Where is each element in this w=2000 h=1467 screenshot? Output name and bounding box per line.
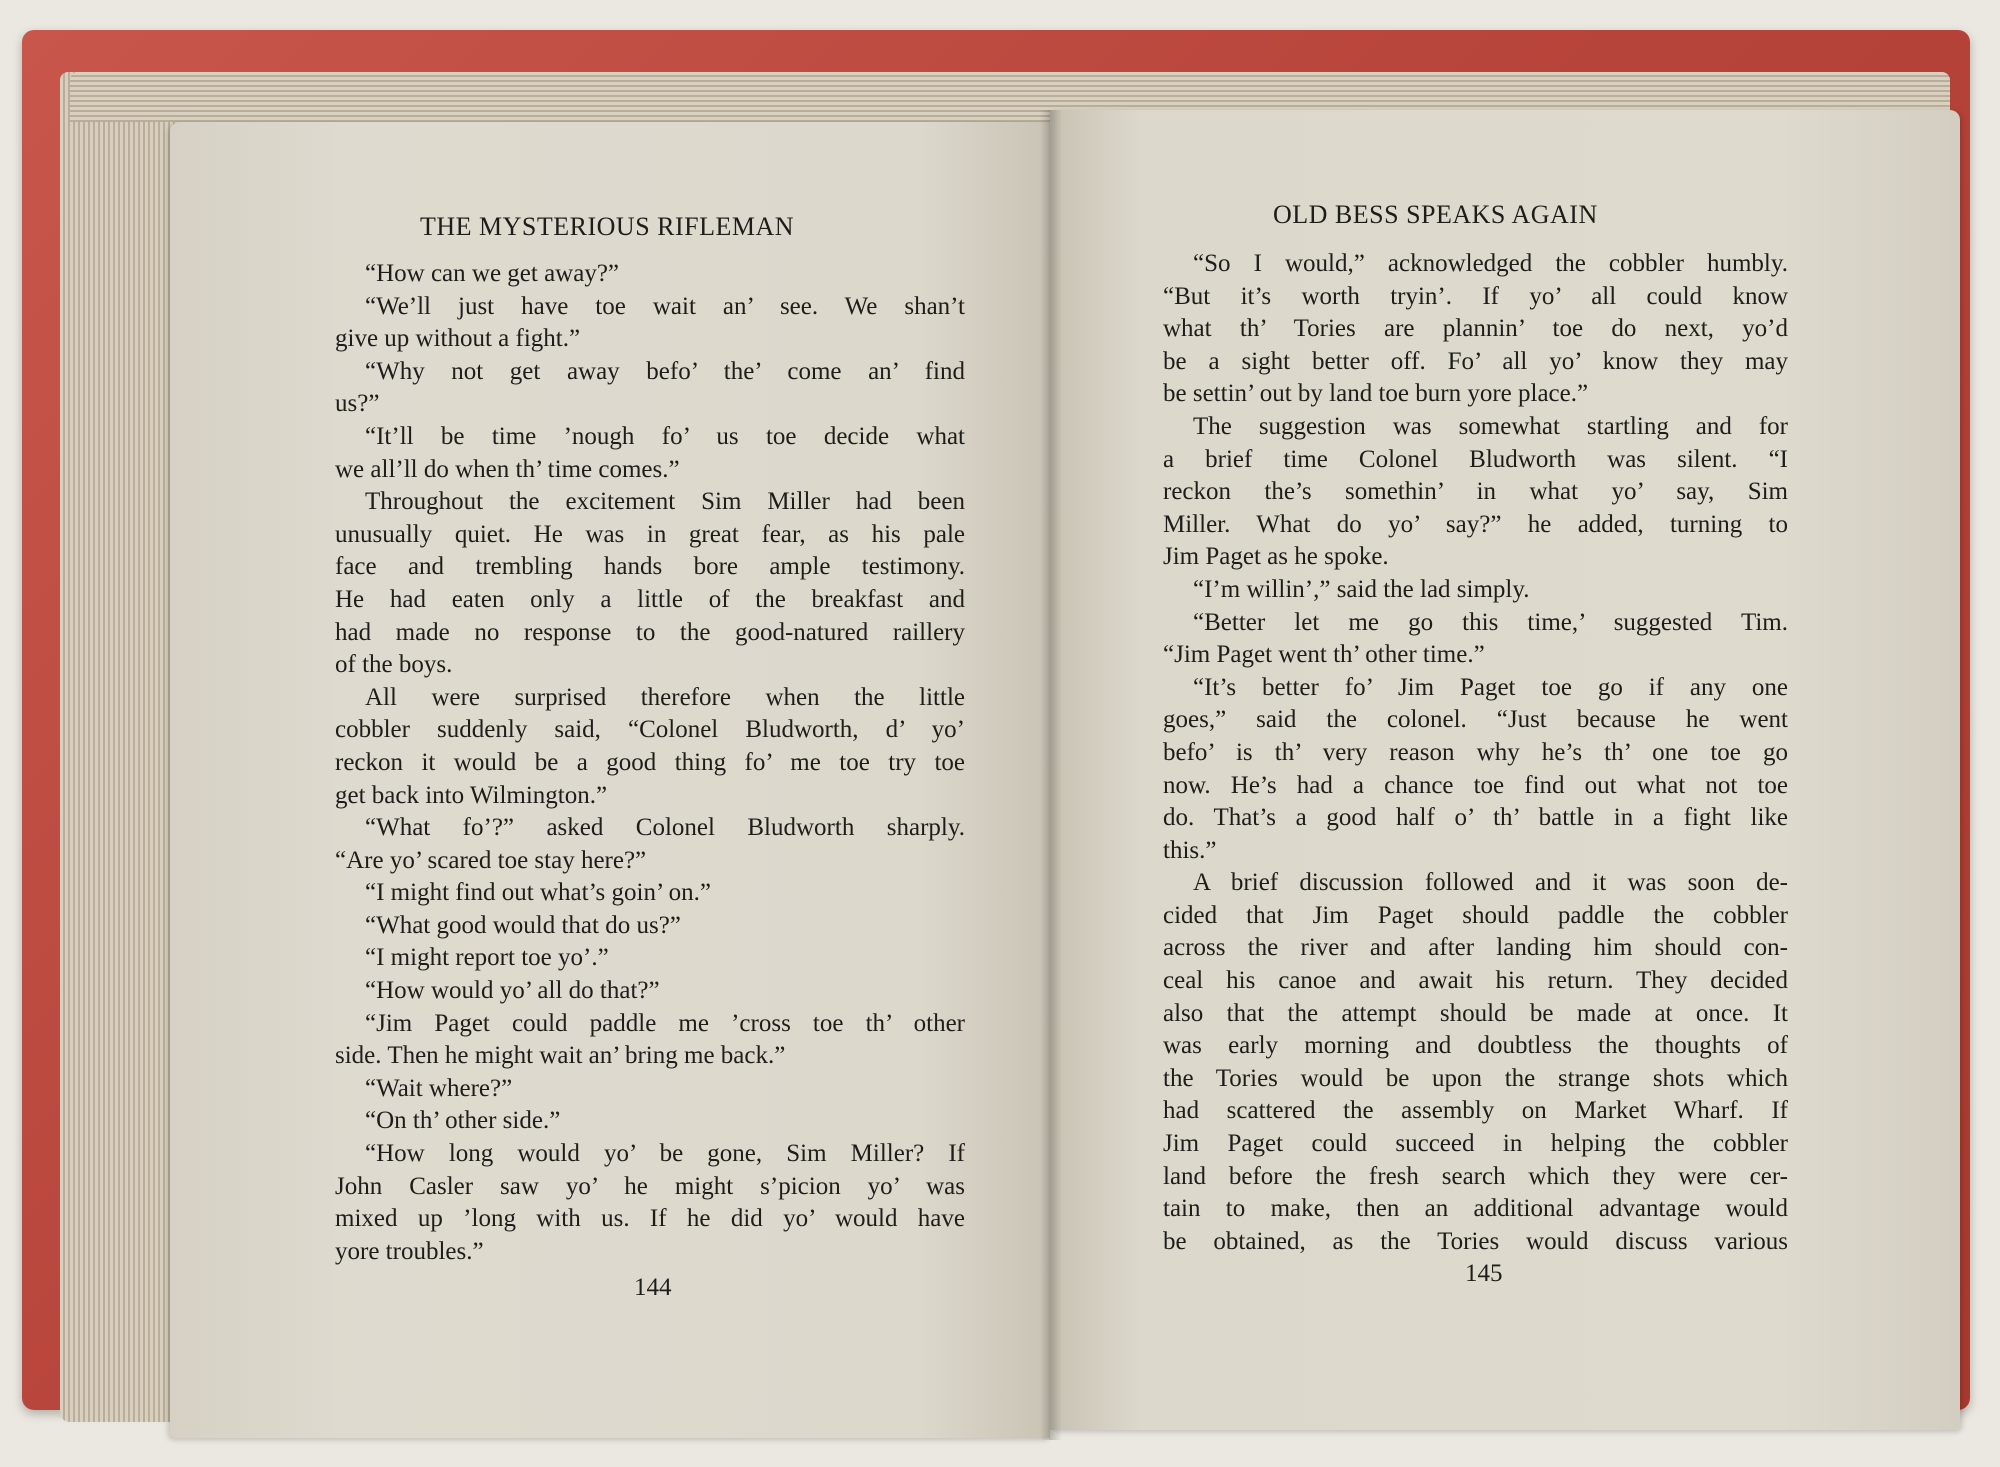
text-line: mixed up ’long with us. If he did yo’ would have: [335, 1205, 965, 1233]
left-running-head: THE MYSTERIOUS RIFLEMAN: [420, 212, 795, 241]
text-line: “I’m willin’,” said the lad simply.: [1193, 575, 1530, 603]
text-line: across the river and after landing him should con-: [1163, 934, 1788, 962]
text-line: get back into Wilmington.”: [335, 781, 608, 809]
text-line: Jim Paget could succeed in helping the cobbler: [1163, 1130, 1788, 1158]
text-line: be a sight better off. Fo’ all yo’ know they may: [1163, 347, 1788, 375]
text-line: Miller. What do yo’ say?” he added, turning to: [1163, 510, 1788, 538]
text-line: face and trembling hands bore ample testimony.: [335, 553, 965, 581]
text-line: had made no response to the good-natured raillery: [335, 618, 965, 646]
text-line: land before the fresh search which they were cer-: [1163, 1162, 1788, 1190]
text-line: “What good would that do us?”: [365, 911, 681, 939]
text-line: A brief discussion followed and it was soon de-: [1193, 869, 1788, 897]
right-page-number: 145: [1465, 1260, 1503, 1287]
text-line: cobbler suddenly said, “Colonel Bludworth, d’ yo’: [335, 716, 965, 744]
text-line: “Jim Paget went th’ other time.”: [1163, 641, 1485, 669]
text-line: “Are yo’ scared toe stay here?”: [335, 846, 647, 874]
text-line: we all’ll do when th’ time comes.”: [335, 455, 680, 483]
text-line: also that the attempt should be made at once. It: [1163, 999, 1788, 1027]
text-line: “I might report toe yo’.”: [365, 944, 609, 972]
text-line: give up without a fight.”: [335, 325, 581, 353]
right-running-head: OLD BESS SPEAKS AGAIN: [1273, 200, 1598, 229]
left-page-number: 144: [634, 1274, 672, 1301]
text-line: “It’ll be time ’nough fo’ us toe decide what: [365, 422, 965, 450]
text-line: this.”: [1163, 836, 1217, 864]
text-line: “On th’ other side.”: [365, 1107, 561, 1135]
page-edges-left: [60, 72, 180, 1422]
text-line: of the boys.: [335, 651, 453, 679]
text-line: had scattered the assembly on Market Wharf. If: [1163, 1097, 1788, 1125]
text-line: reckon it would be a good thing fo’ me toe try toe: [335, 748, 965, 776]
text-line: “What fo’?” asked Colonel Bludworth sharply.: [365, 814, 965, 842]
text-line: the Tories would be upon the strange shots which: [1163, 1064, 1788, 1092]
text-line: reckon the’s somethin’ in what yo’ say, Sim: [1163, 478, 1788, 506]
text-line: “How can we get away?”: [365, 260, 620, 287]
text-line: “So I would,” acknowledged the cobbler humbly.: [1193, 250, 1788, 277]
text-line: do. That’s a good half o’ th’ battle in a fight like: [1163, 804, 1788, 832]
text-line: goes,” said the colonel. “Just because he went: [1163, 706, 1788, 734]
text-line: John Casler saw yo’ he might s’picion yo’ was: [335, 1172, 965, 1200]
text-line: “Why not get away befo’ the’ come an’ find: [365, 357, 965, 385]
text-line: side. Then he might wait an’ bring me back.”: [335, 1042, 786, 1070]
text-line: tain to make, then an additional advantage would: [1163, 1195, 1788, 1223]
book-gutter: [1040, 110, 1062, 1440]
text-line: The suggestion was somewhat startling and for: [1193, 412, 1788, 440]
text-line: “How long would yo’ be gone, Sim Miller? If: [365, 1140, 965, 1168]
text-line: Jim Paget as he spoke.: [1163, 543, 1389, 571]
text-line: “How would yo’ all do that?”: [365, 977, 660, 1005]
text-line: was early morning and doubtless the thoughts of: [1163, 1032, 1788, 1060]
text-line: “Wait where?”: [365, 1074, 513, 1102]
text-line: ceal his canoe and await his return. They decided: [1163, 967, 1788, 995]
text-line: “Better let me go this time,’ suggested Tim.: [1193, 608, 1788, 636]
text-line: “We’ll just have toe wait an’ see. We shan’t: [365, 292, 965, 320]
text-line: a brief time Colonel Bludworth was silent. “I: [1163, 445, 1788, 473]
text-line: All were surprised therefore when the little: [365, 683, 965, 711]
text-line: “I might find out what’s goin’ on.”: [365, 879, 712, 907]
text-line: be obtained, as the Tories would discuss various: [1163, 1227, 1788, 1255]
text-line: what th’ Tories are plannin’ toe do next, yo’d: [1163, 315, 1788, 343]
left-page: [170, 122, 1050, 1438]
text-line: befo’ is th’ very reason why he’s th’ one toe go: [1163, 738, 1788, 766]
text-line: unusually quiet. He was in great fear, as his pale: [335, 520, 965, 548]
text-line: yore troubles.”: [335, 1237, 484, 1265]
text-line: “Jim Paget could paddle me ’cross toe th’ other: [365, 1009, 965, 1037]
text-line: us?”: [335, 390, 380, 418]
right-body-text: [1163, 248, 1788, 1258]
text-line: “It’s better fo’ Jim Paget toe go if any one: [1193, 673, 1788, 701]
text-line: be settin’ out by land toe burn yore place.”: [1163, 380, 1589, 408]
text-line: Throughout the excitement Sim Miller had been: [365, 488, 965, 516]
left-body-text: [335, 258, 965, 1268]
text-line: cided that Jim Paget should paddle the cobbler: [1163, 901, 1788, 929]
text-line: now. He’s had a chance toe find out what not toe: [1163, 771, 1788, 799]
right-page: [1050, 110, 1960, 1430]
text-line: He had eaten only a little of the breakfast and: [335, 585, 965, 613]
text-line: “But it’s worth tryin’. If yo’ all could know: [1163, 282, 1788, 310]
